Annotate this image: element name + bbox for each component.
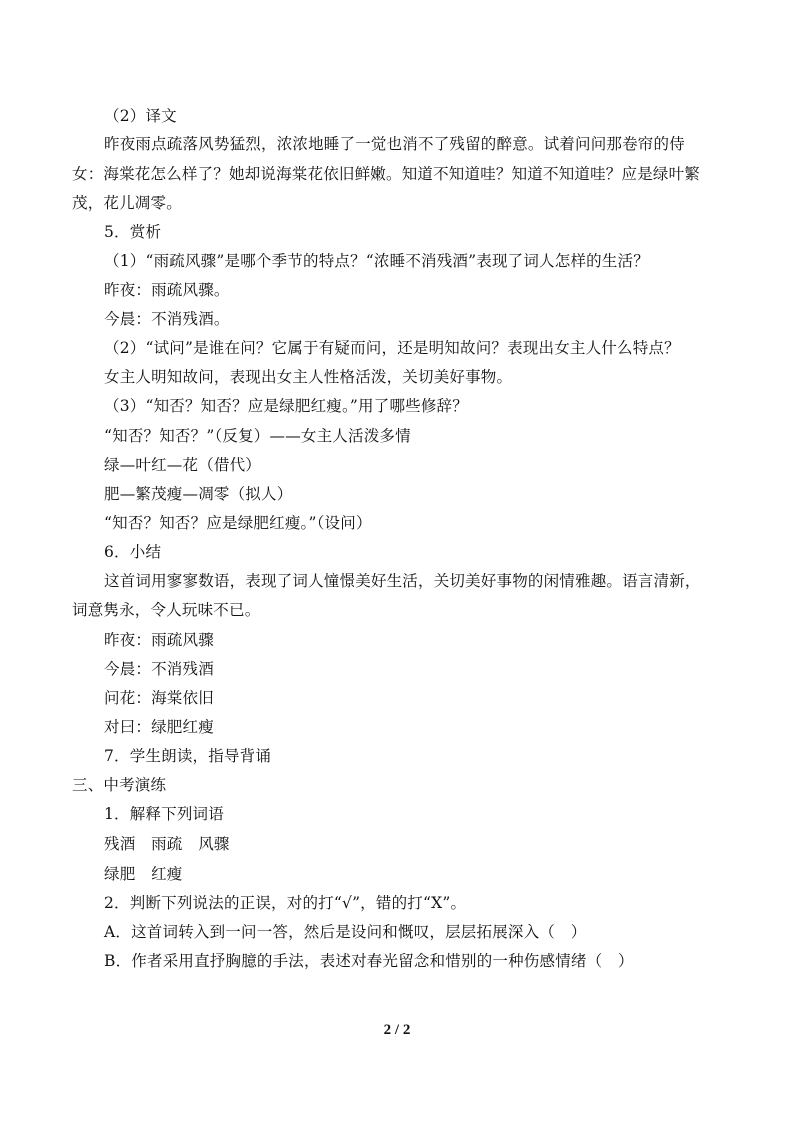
summary-line: 问花：海棠依旧 [104,689,214,707]
question-line: （1）“雨疏风骤”是哪个季节的特点？“浓睡不消残酒”表现了词人怎样的生活？ [104,252,649,270]
summary-line: 昨夜：雨疏风骤 [104,631,214,649]
paragraph-line: 女：海棠花怎么样了？她却说海棠花依旧鲜嫩。知道不知道哇？知道不知道哇？应是绿叶繁 [72,165,701,183]
section-heading-summary: 6．小结 [104,543,162,561]
summary-line: 对曰：绿肥红瘦 [104,718,214,736]
exercise-option-a: A．这首词转入到一问一答，然后是设问和慨叹，层层拓展深入（ ） [104,923,587,941]
summary-line: 今晨：不消残酒 [104,660,214,678]
exercise-option-b: B．作者采用直抒胸臆的手法，表述对春光留念和惜别的一种伤感情绪（ ） [104,952,634,970]
question-line: （3）“知否？知否？应是绿肥红瘦。”用了哪些修辞？ [104,397,468,415]
answer-line: 绿—叶红—花（借代） [104,456,262,474]
page-number: 2 / 2 [383,1022,411,1038]
section-heading-appreciation: 5．赏析 [104,223,162,241]
answer-line: 今晨：不消残酒。 [104,310,230,328]
exercise-line: 绿肥 红瘦 [104,865,183,883]
answer-line: “知否？知否？应是绿肥红瘦。”（设问） [104,514,372,532]
section-heading-exam-practice: 三、中考演练 [72,776,167,794]
paragraph-line: 茂，花儿凋零。 [72,194,182,212]
answer-line: 肥—繁茂瘦—凋零（拟人） [104,485,293,503]
exercise-heading: 1．解释下列词语 [104,805,224,823]
answer-line: 昨夜：雨疏风骤。 [104,281,230,299]
exercise-heading: 2．判断下列说法的正误，对的打“√”，错的打“Χ”。 [104,894,467,912]
section-heading-translation: （2）译文 [104,107,177,125]
section-heading-reading: 7．学生朗读，指导背诵 [104,747,272,765]
answer-line: “知否？知否？”（反复）——女主人活泼多情 [104,427,411,445]
paragraph-line: 这首词用寥寥数语，表现了词人憧憬美好生活，关切美好事物的闲情雅趣。语言清新， [104,572,701,590]
paragraph-line: 昨夜雨点疏落风势猛烈，浓浓地睡了一觉也消不了残留的醉意。试着问问那卷帘的侍 [104,135,685,153]
answer-line: 女主人明知故问，表现出女主人性格活泼，关切美好事物。 [104,368,513,386]
exercise-line: 残酒 雨疏 风骤 [104,835,230,853]
question-line: （2）“试问”是谁在问？它属于有疑而问，还是明知故问？表现出女主人什么特点？ [104,339,680,357]
paragraph-line: 词意隽永，令人玩味不已。 [72,601,261,619]
